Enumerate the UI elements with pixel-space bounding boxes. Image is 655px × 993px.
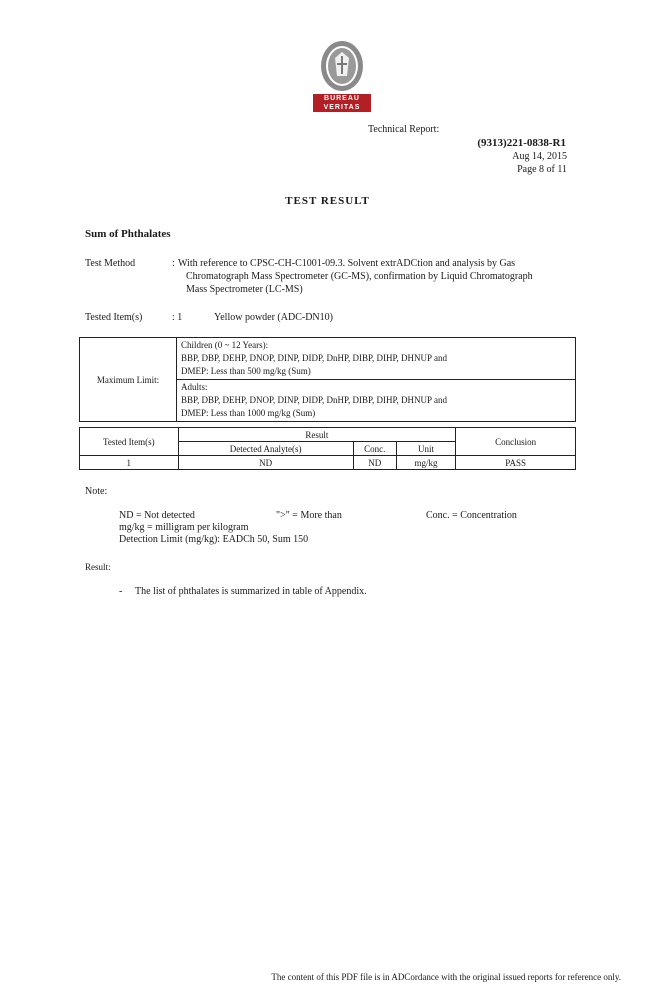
row-conclusion: PASS <box>456 456 576 470</box>
children-title: Children (0 ~ 12 Years): <box>181 340 269 350</box>
test-method-line3: Mass Spectrometer (LC-MS) <box>186 284 303 295</box>
test-method-label: Test Method <box>85 258 136 269</box>
note-nd: ND = Not detected <box>119 510 195 521</box>
adults-title: Adults: <box>181 382 208 392</box>
result-label: Result: <box>85 562 111 572</box>
col-conc: Conc. <box>353 442 396 456</box>
note-mgkg: mg/kg = milligram per kilogram <box>119 522 249 533</box>
report-label: Technical Report: <box>368 124 440 135</box>
page-title: TEST RESULT <box>285 195 370 207</box>
limits-table <box>79 337 576 422</box>
limits-label: Maximum Limit: <box>80 338 177 422</box>
note-more-than: ">" = More than <box>276 510 342 521</box>
test-method-colon: : <box>172 258 175 269</box>
adults-line2: DMEP: Less than 1000 mg/kg (Sum) <box>181 408 316 418</box>
result-bullet: - <box>119 586 123 597</box>
col-conclusion: Conclusion <box>456 428 576 456</box>
row-unit: mg/kg <box>396 456 455 470</box>
row-analyte: ND <box>178 456 353 470</box>
brand-top: BUREAU <box>313 94 371 103</box>
table-row <box>80 456 576 470</box>
report-date: Aug 14, 2015 <box>512 151 567 162</box>
row-item: 1 <box>80 456 179 470</box>
children-line1: BBP, DBP, DEHP, DNOP, DINP, DIDP, DnHP, DIBP, DIHP, DHNUP and <box>181 353 447 363</box>
section-title: Sum of Phthalates <box>85 228 171 240</box>
brand-bottom: VERITAS <box>313 103 371 112</box>
note-detection-limit: Detection Limit (mg/kg): EADCh 50, Sum 150 <box>119 534 309 545</box>
footer-disclaimer: The content of this PDF file is in ADCordance with the original issued reports for reference only. <box>271 972 621 982</box>
note-concentration: Conc. = Concentration <box>426 510 517 521</box>
row-conc: ND <box>353 456 396 470</box>
limits-adults <box>177 380 576 422</box>
test-method-line2: Chromatograph Mass Spectrometer (GC-MS), confirmation by Liquid Chromatograph <box>186 271 533 282</box>
report-number: (9313)221-0838-R1 <box>477 137 566 149</box>
col-result: Result <box>178 428 456 442</box>
bureau-veritas-logo <box>313 40 371 112</box>
col-detected-analyte: Detected Analyte(s) <box>178 442 353 456</box>
limits-children <box>177 338 576 380</box>
page-number: Page 8 of 11 <box>517 164 567 175</box>
col-unit: Unit <box>396 442 455 456</box>
test-method-line1: With reference to CPSC-CH-C1001-09.3. Solvent extrADCtion and analysis by Gas <box>178 258 516 269</box>
children-line2: DMEP: Less than 500 mg/kg (Sum) <box>181 366 311 376</box>
result-table <box>79 427 576 470</box>
seal-icon <box>320 40 364 92</box>
tested-item-label: Tested Item(s) <box>85 312 143 323</box>
result-text: The list of phthalates is summarized in table of Appendix. <box>135 586 367 597</box>
note-label: Note: <box>85 486 108 497</box>
tested-item-value: : 1 <box>172 312 183 323</box>
col-tested-item: Tested Item(s) <box>80 428 179 456</box>
tested-item-description: Yellow powder (ADC-DN10) <box>214 312 333 323</box>
adults-line1: BBP, DBP, DEHP, DNOP, DINP, DIDP, DnHP, DIBP, DIHP, DHNUP and <box>181 395 447 405</box>
